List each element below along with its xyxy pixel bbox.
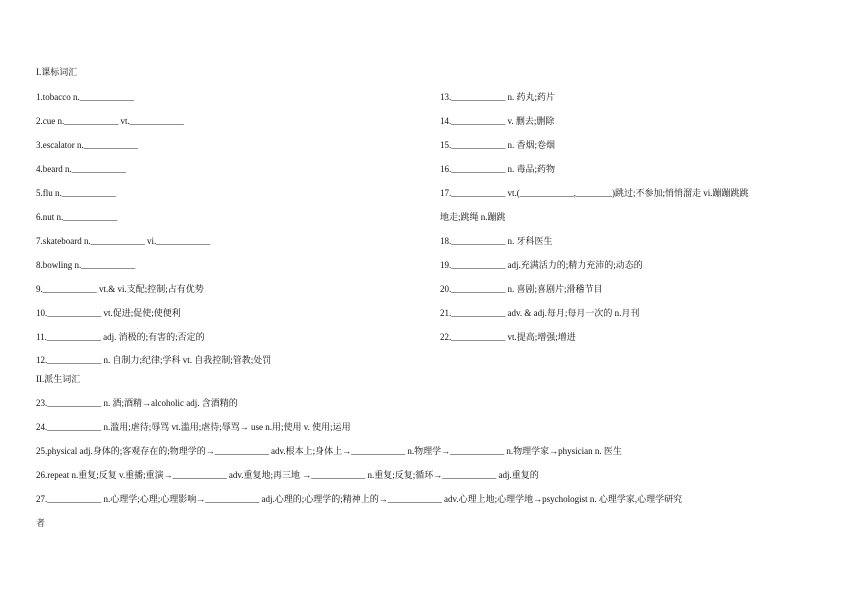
item-23: 23.____________ n. 酒;酒精→alcoholic adj. 含酒精的 (36, 398, 238, 408)
item-5: 5.flu n.____________ (36, 188, 116, 198)
item-7: 7.skateboard n.____________ vi.____________ (36, 236, 211, 246)
item-17-continued: 地走;跳绳 n.蹦跳 (440, 212, 506, 222)
item-14: 14.____________ v. 删去;删除 (440, 116, 555, 126)
item-8: 8.bowling n.____________ (36, 260, 136, 270)
item-11: 11.____________ adj. 消极的;有害的;否定的 (36, 332, 205, 342)
section-title-vocabulary: I.课标词汇 (36, 67, 78, 77)
item-21: 21.____________ adv. & adj.每月;每月一次的 n.月刊 (440, 308, 640, 318)
item-4: 4.beard n.____________ (36, 164, 126, 174)
item-19: 19.____________ adj.充满活力的;精力充沛的;动态的 (440, 260, 643, 270)
item-18: 18.____________ n. 牙科医生 (440, 236, 553, 246)
item-20: 20.____________ n. 喜剧;喜剧片;滑稽节目 (440, 284, 603, 294)
item-27: 27.____________ n.心理学;心理;心理影响→____________ adj.心理的;心理学的;精神上的→____________ adv.心理上地;心理学地→psychologist n. 心理学家,心理学研究 (36, 494, 683, 504)
item-27-continued: 者 (36, 518, 46, 528)
item-3: 3.escalator n.____________ (36, 140, 138, 150)
item-6: 6.nut n.____________ (36, 212, 118, 222)
item-25: 25.physical adj.身体的;客观存在的;物理学的→____________ adv.根本上;身体上→____________ n.物理学→____________ n.物理学家→physician n. 医生 (36, 446, 622, 456)
item-17: 17.____________ vt.(____________,________)跳过;不参加;悄悄溜走 vi.蹦蹦跳跳 (440, 188, 749, 198)
item-16: 16.____________ n. 毒品;药物 (440, 164, 556, 174)
section-title-derived: II.派生词汇 (36, 374, 81, 384)
item-22: 22.____________ vt.提高;增强;增进 (440, 332, 576, 342)
item-12: 12.____________ n. 自制力;纪律;学科 vt. 自我控制;管教;处罚 (36, 355, 272, 365)
item-2: 2.cue n.____________ vt.____________ (36, 116, 184, 126)
item-24: 24.____________ n.滥用;虐待;辱骂 vt.滥用;虐待;辱骂→ use n.用;使用 v. 使用;运用 (36, 422, 351, 432)
item-10: 10.____________ vt.促进;促使;使便利 (36, 308, 181, 318)
item-1: 1.tobacco n.____________ (36, 92, 134, 102)
item-15: 15.____________ n. 香烟;卷烟 (440, 140, 556, 150)
item-26: 26.repeat n.重复;反复 v.重播;重演→____________ adv.重复地;再三地 →____________ n.重复;反复;循环→____________ adj.重复的 (36, 470, 539, 480)
item-9: 9.____________ vt.& vi.支配;控制;占有优势 (36, 284, 204, 294)
item-13: 13.____________ n. 药丸;药片 (440, 92, 556, 102)
